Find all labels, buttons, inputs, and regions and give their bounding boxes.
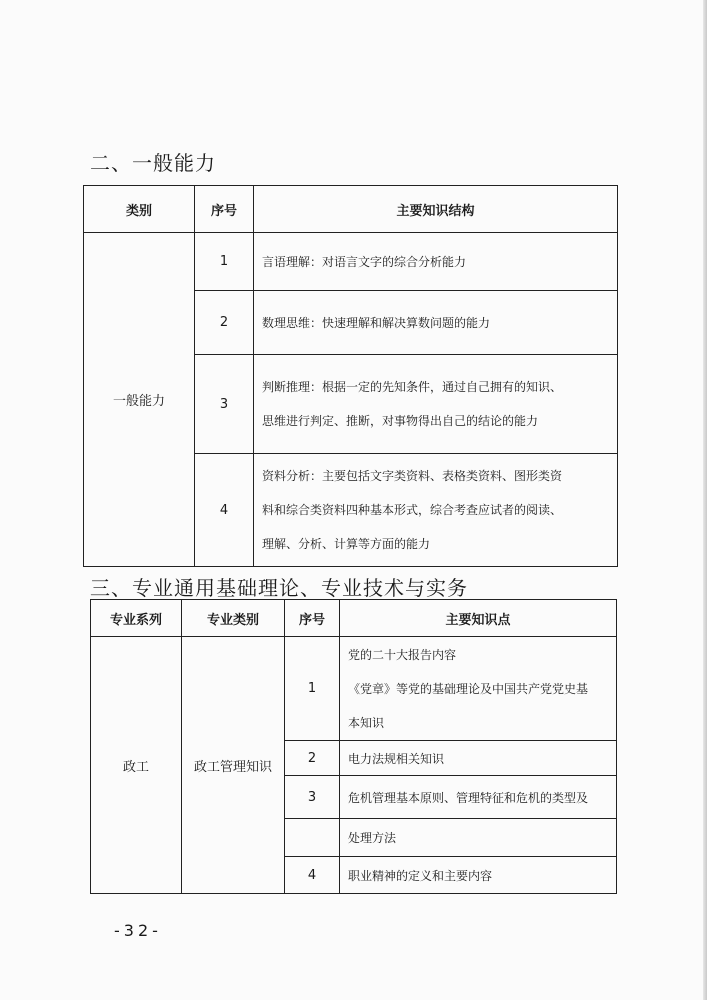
type-cell: 政工管理知识: [182, 637, 285, 894]
header-points: 主要知识点: [340, 600, 617, 637]
table-row: [84, 233, 618, 291]
table-header-row: [91, 600, 617, 637]
description-cell: [254, 233, 618, 291]
header-type: 专业类别: [182, 600, 285, 637]
general-ability-table: [83, 185, 618, 567]
seq-cell: 3: [285, 776, 340, 819]
description-line: 判断推理：根据一定的先知条件，通过自己拥有的知识、: [262, 380, 563, 394]
points-cell: [340, 857, 617, 894]
header-structure: 主要知识结构: [254, 186, 618, 233]
section-heading-general-ability: 二、一般能力: [90, 151, 216, 175]
scan-edge: [703, 0, 707, 1000]
seq-cell: 2: [195, 291, 254, 355]
points-line: 本知识: [348, 715, 385, 730]
seq-cell: 4: [285, 857, 340, 894]
points-line: 党的二十大报告内容: [348, 647, 457, 662]
description-line: 思维进行判定、推断，对事物得出自己的结论的能力: [262, 414, 539, 428]
points-cell: [340, 776, 617, 819]
seq-cell: 1: [285, 637, 340, 741]
points-line: 处理方法: [348, 831, 397, 845]
header-category: 类别: [84, 186, 195, 233]
seq-cell: 2: [285, 741, 340, 776]
seq-cell: 3: [195, 355, 254, 454]
table-header-row: [84, 186, 618, 233]
page-number: -32-: [114, 921, 162, 940]
seq-cell: 1: [195, 233, 254, 291]
professional-knowledge-table: [90, 599, 617, 894]
points-line: 职业精神的定义和主要内容: [348, 868, 493, 883]
category-cell: 一般能力: [84, 233, 195, 567]
points-cell: [340, 819, 617, 857]
description-cell: [254, 454, 618, 567]
header-major: 专业系列: [91, 600, 182, 637]
description-line: 料和综合类资料四种基本形式，综合考查应试者的阅读、: [262, 503, 563, 517]
major-cell: 政工: [91, 637, 182, 894]
section-heading-professional: 三、专业通用基础理论、专业技术与实务: [90, 576, 468, 600]
header-seq: 序号: [195, 186, 254, 233]
table-row: [91, 637, 617, 741]
points-cell: [340, 741, 617, 776]
points-line: 危机管理基本原则、管理特征和危机的类型及: [348, 790, 589, 805]
description-line: 理解、分析、计算等方面的能力: [262, 537, 431, 551]
description-cell: [254, 355, 618, 454]
seq-cell: 4: [195, 454, 254, 567]
description-cell: [254, 291, 618, 355]
points-line: 《党章》等党的基础理论及中国共产党党史基: [348, 681, 589, 696]
points-cell: [340, 637, 617, 741]
points-line: 电力法规相关知识: [348, 751, 445, 766]
description-line: 资料分析：主要包括文字类资料、表格类资料、图形类资: [262, 469, 563, 483]
header-seq: 序号: [285, 600, 340, 637]
description-line: 数理思维：快速理解和解决算数问题的能力: [262, 315, 491, 330]
description-line: 言语理解：对语言文字的综合分析能力: [262, 254, 467, 269]
seq-cell: [285, 819, 340, 857]
